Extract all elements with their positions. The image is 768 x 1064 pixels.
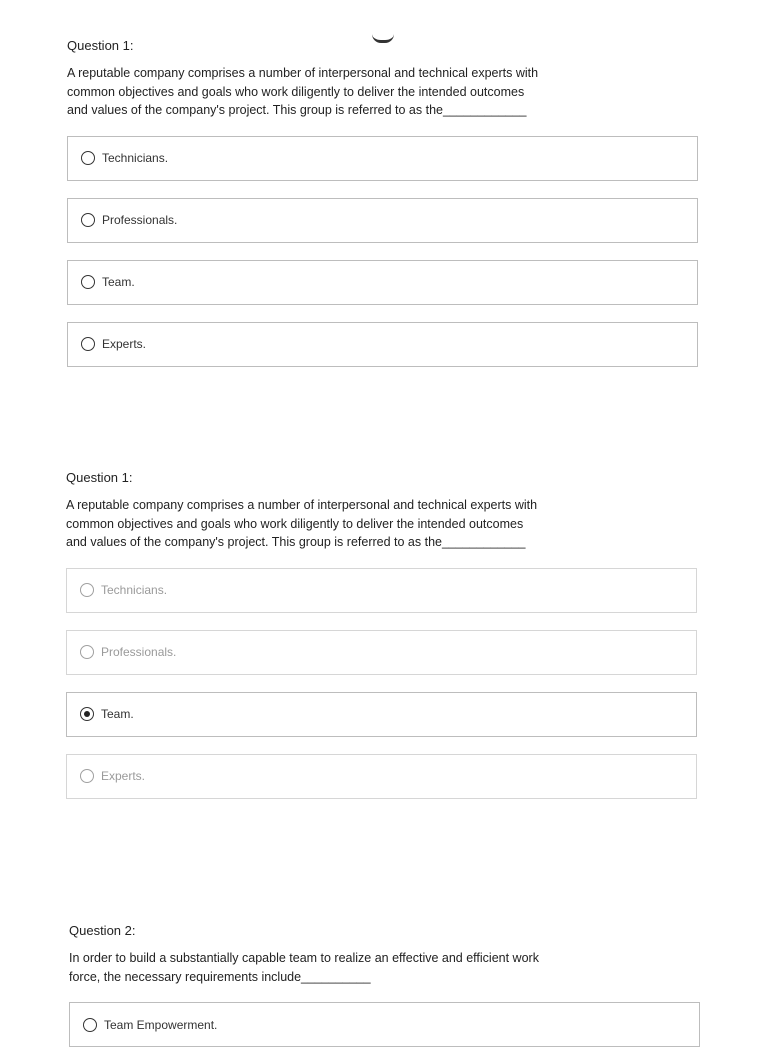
option-label: Technicians. (102, 151, 169, 165)
option-professionals[interactable] (67, 198, 698, 243)
option-label: Experts. (101, 769, 146, 783)
option-experts[interactable] (66, 754, 697, 799)
option-label: Technicians. (101, 583, 168, 597)
question-label: Question 1: (66, 470, 133, 485)
option-team-selected[interactable] (66, 692, 697, 737)
option-label: Team. (102, 275, 135, 289)
answer-options (67, 136, 698, 367)
radio-unchecked-icon[interactable] (81, 151, 95, 165)
radio-unchecked-icon[interactable] (81, 337, 95, 351)
option-technicians[interactable] (67, 136, 698, 181)
answer-options (66, 568, 697, 799)
question-1-block (67, 38, 707, 384)
question-text: In order to build a substantially capable team to realize an effective and efficient work force, the necessary requirements include__________ (69, 951, 539, 984)
question-label: Question 2: (69, 923, 136, 938)
radio-unchecked-icon[interactable] (80, 769, 94, 783)
radio-unchecked-icon[interactable] (80, 645, 94, 659)
option-label: Team. (101, 707, 134, 721)
radio-unchecked-icon[interactable] (80, 583, 94, 597)
radio-unchecked-icon[interactable] (83, 1018, 97, 1032)
question-label: Question 1: (67, 38, 134, 53)
option-team[interactable] (67, 260, 698, 305)
option-technicians[interactable] (66, 568, 697, 613)
radio-checked-icon[interactable] (80, 707, 94, 721)
option-professionals[interactable] (66, 630, 697, 675)
answer-options (69, 1002, 700, 1047)
question-text: A reputable company comprises a number of interpersonal and technical experts with common objectives and goals who work diligently to deliver the intended outcomes and values of the company's project. This group is referred to as the____________ (66, 498, 538, 549)
radio-unchecked-icon[interactable] (81, 275, 95, 289)
option-team-empowerment[interactable] (69, 1002, 700, 1047)
option-experts[interactable] (67, 322, 698, 367)
question-text: A reputable company comprises a number of interpersonal and technical experts with common objectives and goals who work diligently to deliver the intended outcomes and values of the company's project. This group is referred to as the____________ (67, 66, 539, 117)
option-label: Experts. (102, 337, 147, 351)
option-label: Team Empowerment. (104, 1017, 218, 1032)
question-1-answered-block (66, 470, 706, 816)
radio-unchecked-icon[interactable] (81, 213, 95, 227)
option-label: Professionals. (102, 213, 178, 227)
option-label: Professionals. (101, 645, 177, 659)
question-2-block (69, 923, 709, 1064)
